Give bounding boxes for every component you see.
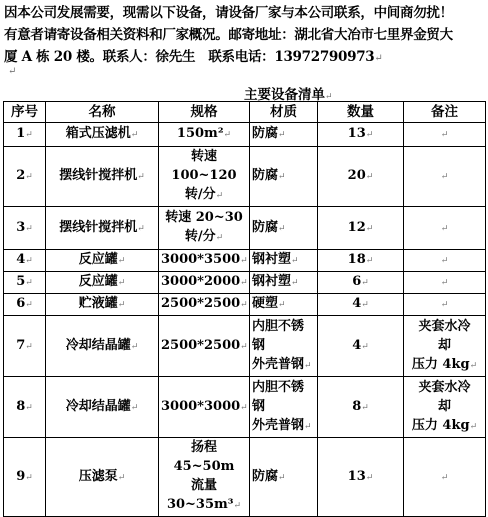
cell-material bbox=[250, 438, 318, 517]
cell-no-line: 7↵ bbox=[16, 337, 33, 353]
cell-note bbox=[404, 294, 486, 316]
cell-name bbox=[46, 123, 159, 147]
cell-qty-line: 12↵ bbox=[347, 219, 374, 235]
cell-note bbox=[404, 250, 486, 272]
notice-line-1: 因本公司发展需要，现需以下设备，请设备厂家与本公司联系，中间商勿扰！ bbox=[4, 5, 453, 21]
cell-spec-line: 流量 bbox=[190, 478, 217, 493]
cell-note-line: 却 bbox=[437, 337, 451, 353]
cell-material-line: 硬塑↵ bbox=[252, 296, 286, 311]
cell-material bbox=[250, 294, 318, 316]
cell-material-line: 内胆不锈 bbox=[252, 379, 305, 395]
cell-material bbox=[250, 377, 318, 438]
cell-spec bbox=[159, 147, 250, 207]
cell-material-line: 防腐↵ bbox=[252, 219, 286, 235]
cell-qty bbox=[318, 250, 404, 272]
cell-end-mark: ↵ bbox=[440, 300, 449, 310]
cell-name-line: 反应罐↵ bbox=[78, 252, 126, 267]
cell-qty bbox=[318, 123, 404, 147]
cell-material-line: 钢 bbox=[252, 337, 266, 353]
cell-spec-line: 3000*3000↵ bbox=[161, 398, 248, 414]
cell-name bbox=[46, 250, 159, 272]
cell-end-mark: ↵ bbox=[440, 172, 449, 182]
paragraph-mark: ↵ bbox=[8, 66, 17, 77]
cell-no-line: 1↵ bbox=[16, 126, 33, 141]
cell-no bbox=[4, 294, 46, 316]
cell-name-line: 贮液罐↵ bbox=[78, 296, 126, 311]
cell-end-mark: ↵ bbox=[440, 278, 449, 288]
cell-spec-line: 30~35m³↵ bbox=[166, 497, 242, 512]
cell-qty-line: 4↵ bbox=[352, 296, 369, 311]
cell-material bbox=[250, 316, 318, 377]
cell-name bbox=[46, 147, 159, 207]
table-row bbox=[4, 377, 486, 438]
table-row bbox=[4, 438, 486, 517]
header-note: 备注 bbox=[404, 102, 486, 123]
cell-spec bbox=[159, 207, 250, 250]
cell-qty bbox=[318, 207, 404, 250]
cell-spec-line: 转/分↵ bbox=[184, 229, 224, 244]
cell-note-line: 压力 4kg↵ bbox=[411, 356, 478, 372]
cell-note bbox=[404, 207, 486, 250]
cell-no bbox=[4, 377, 46, 438]
cell-qty-line: 4↵ bbox=[352, 337, 369, 353]
header-material: 材质 bbox=[250, 102, 318, 123]
cell-spec-line: 扬程 45~50m bbox=[173, 440, 235, 474]
notice-line-2: 有意者请寄设备相关资料和厂家概况。邮寄地址：湖北省大冶市七里界金贸大 bbox=[4, 27, 453, 43]
cell-spec bbox=[159, 438, 250, 517]
cell-spec bbox=[159, 250, 250, 272]
cell-material-line: 外壳普钢↵ bbox=[252, 417, 312, 433]
cell-note-line: 夹套水冷 bbox=[418, 379, 471, 395]
cell-note-line: 夹套水冷 bbox=[418, 318, 471, 334]
notice-paragraph bbox=[4, 2, 488, 70]
cell-qty bbox=[318, 272, 404, 294]
header-spec: 规格 bbox=[159, 102, 250, 123]
cell-name bbox=[46, 377, 159, 438]
cell-name-line: 箱式压滤机↵ bbox=[65, 126, 139, 141]
cell-material-line: 内胆不锈 bbox=[252, 318, 305, 334]
header-no: 序号 bbox=[4, 102, 46, 123]
cell-spec bbox=[159, 272, 250, 294]
cell-name-line: 摆线针搅拌机↵ bbox=[59, 219, 145, 235]
table-row bbox=[4, 272, 486, 294]
cell-note bbox=[404, 438, 486, 517]
cell-qty bbox=[318, 377, 404, 438]
cell-no bbox=[4, 207, 46, 250]
cell-spec-line: 转速 100~120 bbox=[171, 149, 237, 183]
cell-qty bbox=[318, 294, 404, 316]
header-qty: 数量 bbox=[318, 102, 404, 123]
cell-name-line: 冷却结晶罐↵ bbox=[65, 398, 139, 414]
cell-note bbox=[404, 272, 486, 294]
cell-no bbox=[4, 147, 46, 207]
cell-spec bbox=[159, 123, 250, 147]
cell-no-line: 2↵ bbox=[16, 168, 33, 183]
cell-qty-line: 13↵ bbox=[347, 126, 374, 141]
cell-no-line: 3↵ bbox=[16, 219, 33, 235]
cell-spec-line: 2500*2500↵ bbox=[161, 296, 248, 311]
table-row bbox=[4, 250, 486, 272]
cell-note bbox=[404, 123, 486, 147]
table-row bbox=[4, 123, 486, 147]
cell-name-line: 摆线针搅拌机↵ bbox=[59, 168, 145, 183]
cell-material-line: 防腐↵ bbox=[252, 126, 286, 141]
cell-no-line: 9↵ bbox=[16, 468, 33, 484]
cell-material bbox=[250, 123, 318, 147]
cell-qty-line: 6↵ bbox=[352, 274, 369, 289]
cell-spec-line: 3000*2000↵ bbox=[161, 274, 248, 289]
cell-spec-line: 转速 20~30 bbox=[165, 210, 243, 225]
cell-spec bbox=[159, 316, 250, 377]
cell-qty bbox=[318, 316, 404, 377]
cell-note-line: 却 bbox=[437, 398, 451, 414]
cell-material-line: 钢 bbox=[252, 398, 266, 414]
table-row bbox=[4, 316, 486, 377]
table-row bbox=[4, 294, 486, 316]
cell-material bbox=[250, 207, 318, 250]
cell-qty-line: 18↵ bbox=[347, 252, 374, 267]
cell-spec-line: 2500*2500↵ bbox=[161, 337, 248, 353]
cell-material-line: 钢衬塑↵ bbox=[252, 274, 299, 289]
cell-material-line: 防腐↵ bbox=[252, 468, 286, 484]
cell-note-line: 压力 4kg↵ bbox=[411, 417, 478, 433]
cell-material-line: 外壳普钢↵ bbox=[252, 356, 312, 372]
cell-no-line: 4↵ bbox=[16, 252, 33, 267]
cell-name bbox=[46, 207, 159, 250]
cell-end-mark: ↵ bbox=[440, 130, 449, 140]
cell-no-line: 6↵ bbox=[16, 296, 33, 311]
cell-no-line: 8↵ bbox=[16, 398, 33, 414]
cell-material-line: 钢衬塑↵ bbox=[252, 252, 299, 267]
cell-spec-line: 150m²↵ bbox=[176, 126, 232, 141]
equipment-table bbox=[3, 101, 486, 517]
table-row bbox=[4, 207, 486, 250]
cell-name bbox=[46, 294, 159, 316]
cell-name bbox=[46, 316, 159, 377]
cell-note bbox=[404, 377, 486, 438]
cell-note bbox=[404, 147, 486, 207]
cell-qty bbox=[318, 438, 404, 517]
cell-name bbox=[46, 272, 159, 294]
cell-qty-line: 20↵ bbox=[347, 168, 374, 183]
cell-end-mark: ↵ bbox=[440, 223, 449, 234]
cell-material bbox=[250, 250, 318, 272]
cell-no bbox=[4, 272, 46, 294]
cell-no-line: 5↵ bbox=[16, 274, 33, 289]
cell-end-mark: ↵ bbox=[440, 256, 449, 266]
cell-name bbox=[46, 438, 159, 517]
cell-material-line: 防腐↵ bbox=[252, 168, 286, 183]
cell-material bbox=[250, 272, 318, 294]
table-header-row bbox=[4, 102, 486, 123]
header-name: 名称 bbox=[46, 102, 159, 123]
cell-name-line: 反应罐↵ bbox=[78, 274, 126, 289]
cell-spec bbox=[159, 377, 250, 438]
cell-name-line: 压滤泵↵ bbox=[78, 468, 126, 484]
cell-no bbox=[4, 123, 46, 147]
cell-end-mark: ↵ bbox=[440, 472, 449, 483]
cell-note bbox=[404, 316, 486, 377]
cell-no bbox=[4, 250, 46, 272]
notice-line-3: 厦 A 栋 20 楼。联系人：徐先生 联系电话：13972790973↵ bbox=[4, 49, 383, 65]
cell-material bbox=[250, 147, 318, 207]
cell-qty-line: 13↵ bbox=[347, 468, 374, 484]
table-row bbox=[4, 147, 486, 207]
cell-name-line: 冷却结晶罐↵ bbox=[65, 337, 139, 353]
cell-spec bbox=[159, 294, 250, 316]
cell-qty-line: 8↵ bbox=[352, 398, 369, 414]
cell-qty bbox=[318, 147, 404, 207]
cell-spec-line: 转/分↵ bbox=[184, 187, 224, 202]
table-title: 主要设备清单↵ bbox=[244, 87, 333, 103]
cell-no bbox=[4, 438, 46, 517]
cell-spec-line: 3000*3500↵ bbox=[161, 252, 248, 267]
cell-no bbox=[4, 316, 46, 377]
